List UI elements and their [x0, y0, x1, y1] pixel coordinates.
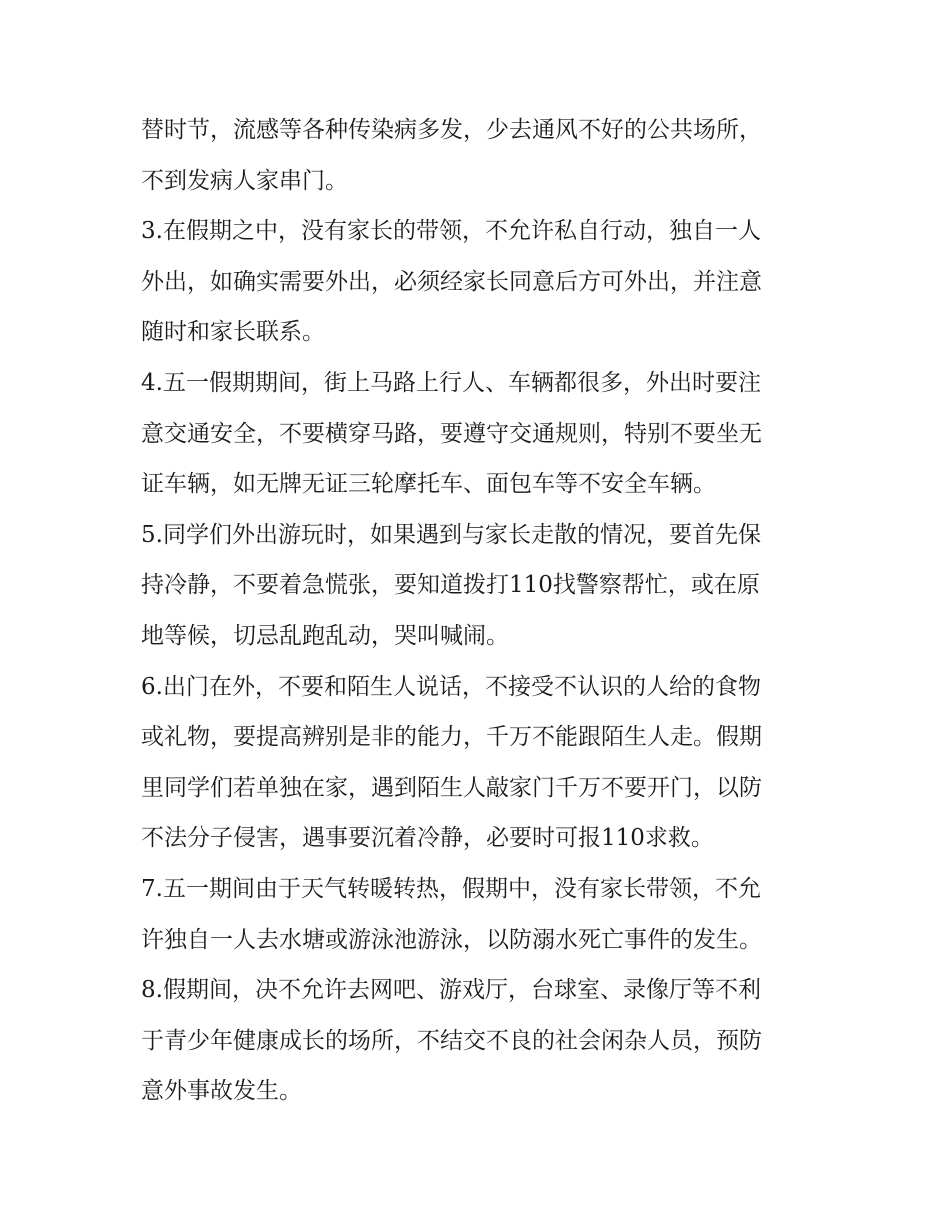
text-line: 或礼物，要提高辨别是非的能力，千万不能跟陌生人走。假期 — [141, 724, 762, 751]
text-line: 替时节，流感等各种传染病多发，少去通风不好的公共场所， — [141, 117, 762, 143]
text-line: 证车辆，如无牌无证三轮摩托车、面包车等不安全车辆。 — [141, 471, 716, 498]
text-line: 于青少年健康成长的场所，不结交不良的社会闲杂人员，预防 — [141, 1027, 762, 1054]
text-line: 外出，如确实需要外出，必须经家长同意后方可外出，并注意 — [141, 268, 762, 295]
text-line: 5.同学们外出游玩时，如果遇到与家长走散的情况，要首先保 — [141, 521, 761, 548]
document-body — [141, 105, 821, 1117]
text-line: 随时和家长联系。 — [141, 319, 325, 346]
text-line: 7.五一期间由于天气转暖转热，假期中，没有家长带领，不允 — [141, 875, 761, 902]
text-line: 6.出门在外，不要和陌生人说话，不接受不认识的人给的食物 — [141, 673, 761, 700]
text-line: 持冷静，不要着急慌张，要知道拨打110找警察帮忙，或在原 — [141, 572, 760, 599]
text-line: 里同学们若单独在家，遇到陌生人敲家门千万不要开门，以防 — [141, 774, 762, 801]
text-line: 意外事故发生。 — [141, 1078, 302, 1105]
text-line: 不法分子侵害，遇事要沉着冷静，必要时可报110求救。 — [141, 825, 714, 852]
text-line: 意交通安全，不要横穿马路，要遵守交通规则，特别不要坐无 — [141, 420, 762, 447]
text-line: 不到发病人家串门。 — [141, 167, 348, 194]
text-line: 4.五一假期期间，街上马路上行人、车辆都很多，外出时要注 — [141, 369, 761, 396]
text-line: 许独自一人去水塘或游泳池游泳，以防溺水死亡事件的发生。 — [141, 926, 762, 953]
text-line: 8.假期间，决不允许去网吧、游戏厅，台球室、录像厅等不利 — [141, 977, 761, 1004]
text-line: 3.在假期之中，没有家长的带领，不允许私自行动，独自一人 — [141, 218, 761, 245]
text-line: 地等候，切忌乱跑乱动，哭叫喊闹。 — [141, 622, 509, 649]
